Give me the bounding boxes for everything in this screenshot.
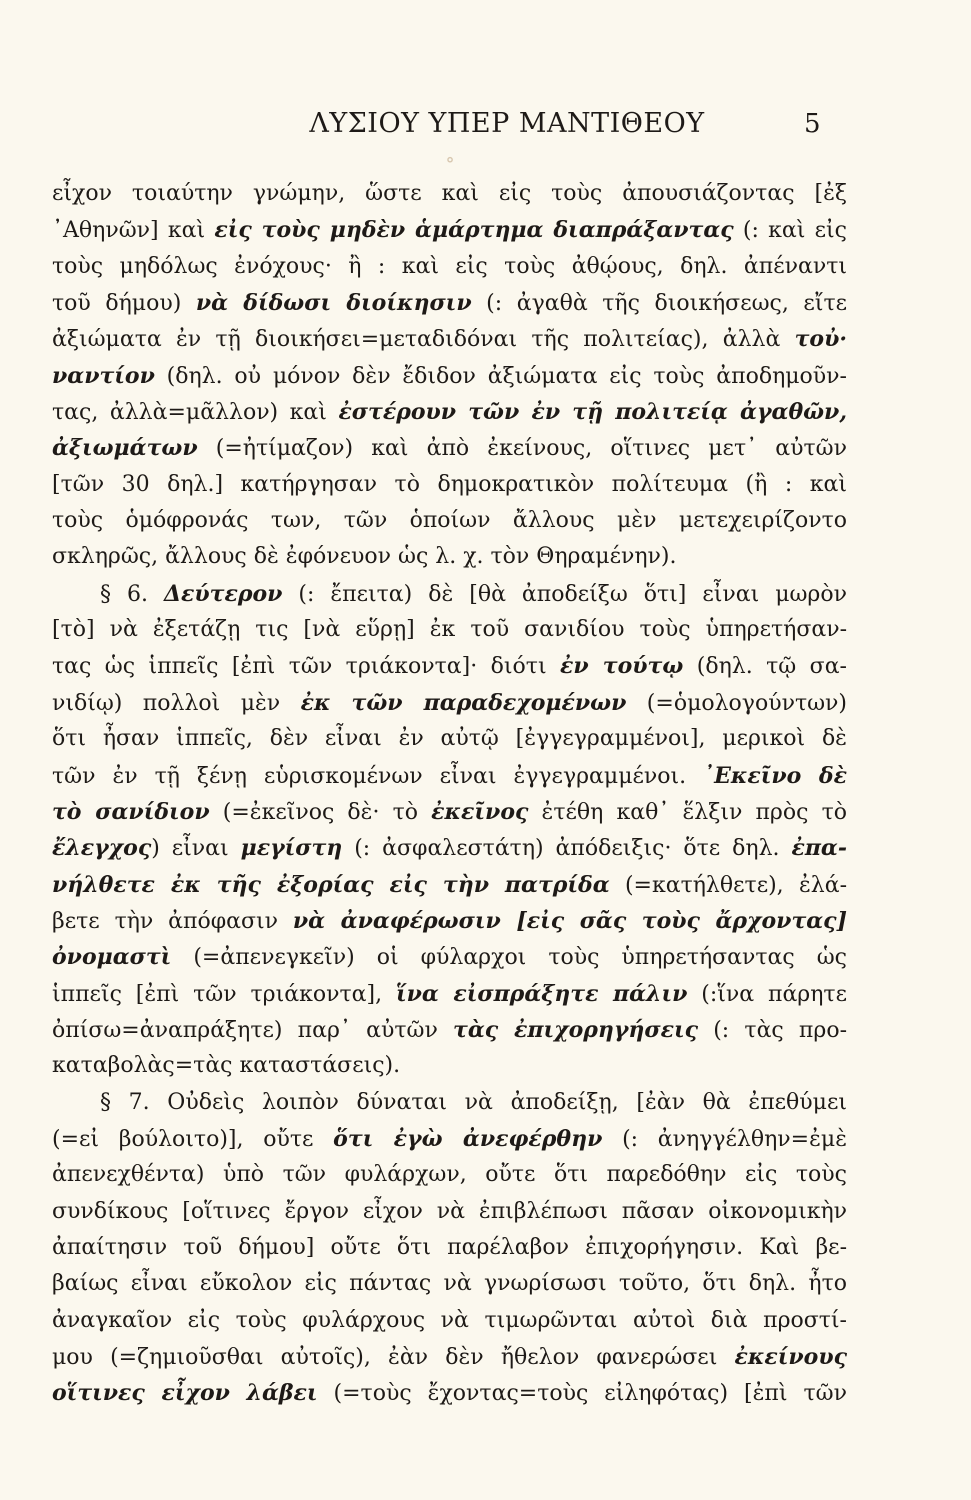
text-line xyxy=(52,358,847,394)
bold-lemma: ἐκ τῶν παραδεχομένων xyxy=(300,689,627,716)
text-run: (=εἰ βούλοιτο)], οὔτε xyxy=(52,1126,334,1152)
text-run: (: ἀσφαλεστάτη) ἀπόδειξις· ὅτε δηλ. xyxy=(342,836,792,862)
bold-lemma: τὸ σανίδιον xyxy=(52,798,210,825)
text-run: § 7. Οὐδεὶς λοιπὸν δύναται νὰ ἀποδείξῃ, [ἐὰν θὰ ἐπεθύμει xyxy=(100,1089,847,1115)
bold-lemma: ἐπα- xyxy=(791,835,847,862)
text-line xyxy=(52,1375,847,1411)
text-run: μου (=ζημιοῦσθαι αὐτοῖς), ἐὰν δὲν ἤθελον φανερώσει xyxy=(52,1345,735,1370)
text-line xyxy=(52,1230,847,1266)
text-run: (=ἀπενεγκεῖν) οἱ φύλαρχοι τοὺς ὑπηρετήσαντας ὡς xyxy=(171,945,847,971)
text-run: (=ὁμολογούντων) xyxy=(626,690,847,716)
text-run: ὀπίσω=ἀναπράξητε) παρ᾽ αὐτῶν xyxy=(52,1017,454,1043)
text-run: βετε τὴν ἀπόφασιν xyxy=(52,908,293,934)
text-run: ἀπαίτησιν τοῦ δήμου] οὔτε ὅτι παρέλαβον ἐπιχορήγησιν. Καὶ βε- xyxy=(52,1234,847,1260)
bold-lemma: τὰς ἐπιχορηγήσεις xyxy=(453,1016,699,1043)
text-line xyxy=(52,612,847,648)
text-run: ἀναγκαῖον εἰς τοὺς φυλάρχους νὰ τιμωρῶνται αὐτοὶ διὰ προστί- xyxy=(52,1307,847,1333)
bold-lemma: τοὐ· xyxy=(794,326,847,353)
text-line xyxy=(52,394,847,430)
bold-lemma: εἰς τοὺς μηδὲν ἁμάρτημα διαπράξαντας xyxy=(214,217,734,244)
text-run: (=ἠτίμαζον) καὶ ἀπὸ ἐκείνους, οἵτινες μετ᾽ αὐτῶν xyxy=(197,436,847,462)
text-run: (: καὶ εἰς xyxy=(733,218,847,244)
text-run: τῶν ἐν τῇ ξένῃ εὑρισκομένων εἶναι ἐγγεγραμμένοι. xyxy=(52,763,704,789)
text-line xyxy=(52,1194,847,1230)
bold-lemma: ἐστέρουν τῶν ἐν τῇ πολιτείᾳ ἀγαθῶν, xyxy=(338,399,847,426)
text-line xyxy=(52,1048,847,1084)
text-line xyxy=(52,685,847,721)
text-line xyxy=(52,503,847,539)
text-line xyxy=(52,212,847,248)
text-run: εἶχον τοιαύτην γνώμην, ὥστε καὶ εἰς τοὺς ἀπουσιάζοντας [ἐξ xyxy=(52,181,847,206)
text-run: (: ἀγαθὰ τῆς διοικήσεως, εἴτε xyxy=(471,291,847,317)
bold-lemma: ἵνα εἰσπράξητε πάλιν xyxy=(395,980,688,1007)
text-line xyxy=(52,867,847,903)
bold-lemma: Δεύτερον xyxy=(163,580,283,607)
bold-lemma: ἔλεγχος xyxy=(52,835,152,862)
text-line xyxy=(52,758,847,794)
text-line xyxy=(52,1012,847,1048)
text-run: (=κατήλθετε), ἐλά- xyxy=(609,872,847,898)
text-run: ἀξιώματα ἐν τῇ διοικήσει=μεταδιδόναι τῆς πολιτείας), ἀλλὰ xyxy=(52,327,795,353)
commentary-text xyxy=(52,176,847,1412)
text-line xyxy=(52,467,847,503)
text-line xyxy=(52,903,847,939)
bold-lemma: νήλθετε ἐκ τῆς ἐξορίας εἰς τὴν πατρίδα xyxy=(52,871,610,898)
bold-lemma: ἐν τούτῳ xyxy=(560,653,684,680)
text-run: (:ἵνα πάρητε xyxy=(687,981,847,1007)
text-run: (: ἀνηγγέλθην=ἐμὲ xyxy=(602,1126,847,1152)
text-line xyxy=(52,976,847,1012)
text-line xyxy=(52,1121,847,1157)
text-line xyxy=(52,794,847,830)
text-line xyxy=(52,249,847,285)
page-number: 5 xyxy=(803,109,821,139)
text-run: τοὺς ὁμόφρονάς των, τῶν ὁποίων ἄλλους μὲν μετεχειρίζοντο xyxy=(52,508,847,534)
text-line xyxy=(52,539,847,575)
text-line xyxy=(52,1157,847,1193)
text-line xyxy=(52,721,847,757)
text-run: (: ἔπειτα) δὲ [θὰ ἀποδείξω ὅτι] εἶναι μωρὸν xyxy=(282,581,847,607)
text-run: (δηλ. τῷ σα- xyxy=(683,654,847,680)
text-run: ἱππεῖς [ἐπὶ τῶν τριάκοντα], xyxy=(52,981,396,1007)
running-title: ΛΥΣΙΟΥ ΥΠΕΡ ΜΑΝΤΙΘΕΟΥ xyxy=(309,108,705,139)
bold-lemma: ὀνομαστὶ xyxy=(52,944,172,971)
text-run: ὅτι ἦσαν ἱππεῖς, δὲν εἶναι ἐν αὐτῷ [ἐγγεγραμμένοι], μερικοὶ δὲ xyxy=(52,726,847,752)
text-run: (: τὰς προ- xyxy=(698,1017,847,1043)
text-line xyxy=(52,285,847,321)
bold-lemma: ὅτι ἐγὼ ἀνεφέρθην xyxy=(333,1125,603,1152)
text-run: ἀπενεχθέντα) ὑπὸ τῶν φυλάρχων, οὔτε ὅτι παρεδόθην εἰς τοὺς xyxy=(52,1162,847,1188)
text-run: νιδίῳ) πολλοὶ μὲν xyxy=(52,690,301,716)
text-line xyxy=(52,648,847,684)
text-run: ) εἶναι xyxy=(151,836,241,862)
text-run: συνδίκους [οἵτινες ἔργον εἶχον νὰ ἐπιβλέπωσι πᾶσαν οἰκονομικὴν xyxy=(52,1198,847,1224)
text-run: (=τοὺς ἔχοντας=τοὺς εἰληφότας) [ἐπὶ τῶν xyxy=(317,1381,847,1407)
text-line xyxy=(52,576,847,612)
ink-blot-mark: ∘ xyxy=(445,147,455,171)
text-run: βαίως εἶναι εὔκολον εἰς πάντας νὰ γνωρίσωσι τοῦτο, ὅτι δηλ. ἦτο xyxy=(52,1271,847,1297)
text-line xyxy=(52,321,847,357)
text-line xyxy=(52,430,847,466)
text-line xyxy=(52,1266,847,1302)
text-run: τας, ἀλλὰ=μᾶλλον) καὶ xyxy=(52,400,339,426)
text-run: [τὸ] νὰ ἐξετάζῃ τις [νὰ εὕρῃ] ἐκ τοῦ σανιδίου τοὺς ὑπηρετήσαν- xyxy=(52,617,847,643)
text-run: σκληρῶς, ἄλλους δὲ ἐφόνευον ὡς λ. χ. τὸν Θηραμένην). xyxy=(52,544,677,570)
text-run: καταβολὰς=τὰς καταστάσεις). xyxy=(52,1053,401,1079)
text-run: [τῶν 30 δηλ.] κατήργησαν τὸ δημοκρατικὸν πολίτευμα (ἢ : καὶ xyxy=(52,471,847,497)
text-line xyxy=(52,1339,847,1375)
text-run: τοὺς μηδόλως ἐνόχους· ἢ : καὶ εἰς τοὺς ἀθῴους, δηλ. ἀπέναντι xyxy=(52,253,847,279)
bold-lemma: ἐκείνους xyxy=(734,1344,847,1370)
bold-lemma: νὰ δίδωσι διοίκησιν xyxy=(195,290,472,317)
bold-lemma: ᾿Εκεῖνο δὲ xyxy=(703,762,847,789)
text-run: (=ἐκεῖνος δὲ· τὸ xyxy=(209,799,432,825)
bold-lemma: οἵτινες εἶχον λάβει xyxy=(52,1380,318,1407)
text-line xyxy=(52,176,847,212)
running-header xyxy=(200,108,821,139)
text-run: ἐτέθη καθ᾽ ἕλξιν πρὸς τὸ xyxy=(528,799,847,825)
text-line xyxy=(52,939,847,975)
bold-lemma: νὰ ἀναφέρωσιν [εἰς σᾶς τοὺς ἄρχοντας] xyxy=(292,907,847,934)
bold-lemma: ἐκεῖνος xyxy=(431,798,529,825)
text-run: (δηλ. οὐ μόνον δὲν ἔδιδον ἀξιώματα εἰς τοὺς ἀποδημοῦν- xyxy=(154,363,847,389)
bold-lemma: ναντίον xyxy=(52,362,155,389)
text-line xyxy=(52,1303,847,1339)
text-run: τοῦ δήμου) xyxy=(52,291,196,317)
text-run: τας ὡς ἱππεῖς [ἐπὶ τῶν τριάκοντα]· διότι xyxy=(52,654,561,680)
text-run: ᾿Αθηνῶν] καὶ xyxy=(52,218,215,244)
bold-lemma: μεγίστη xyxy=(240,835,343,862)
bold-lemma: ἀξιωμάτων xyxy=(52,435,198,462)
text-run: § 6. xyxy=(100,581,164,607)
text-line xyxy=(52,1085,847,1121)
text-line xyxy=(52,830,847,866)
